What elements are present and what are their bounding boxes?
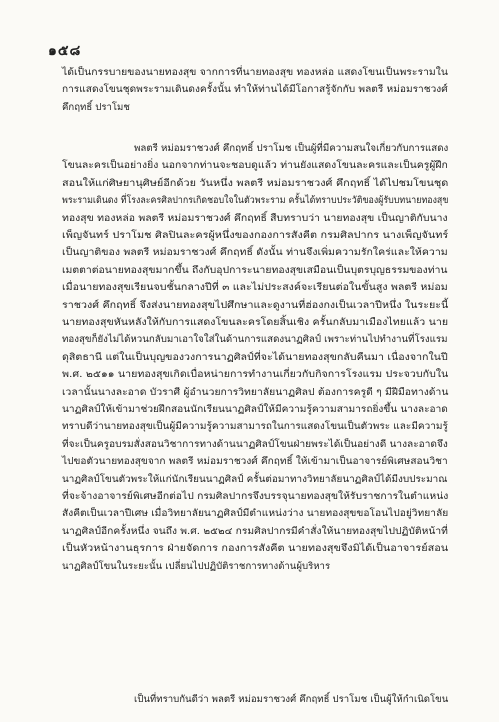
paragraph-2-line: ทองสุขก็ยังไม่ได้หวนกลับมาเอาใจใส่ในด้านการแสดงนาฏศิลป์ เพราะท่านไปทำงานที่โรงแรม: [62, 334, 448, 346]
paragraph-1-line: ได้เป็นกรรบายของนายทองสุข จากการที่นายทองสุข ทองหล่อ แสดงโขนเป็นพระรามใน: [62, 67, 448, 78]
paragraph-2-line: ที่จะเป็นครูอบรมสั่งสอนวิชาการทางด้านนาฏศิลป์โขนฝ่ายพระได้เป็นอย่างดี นางละอาดจึง: [62, 438, 448, 450]
paragraph-2-line: สังคีตเป็นเวลาปีเศษ เมื่อวิทยาลัยนาฏศิลป์มีตำแหน่งว่าง นายทองสุขขอโอนไปอยู่วิทยาลัย: [62, 508, 449, 520]
paragraph-2-line: ทองสุข ทองหล่อ พลตรี หม่อมราชวงศ์ คึกฤทธิ์ สืบทราบว่า นายทองสุข เป็นญาติกับนาง: [62, 212, 448, 224]
paragraph-2-line: ราชวงศ์ คึกฤทธิ์ จึงส่งนายทองสุขไปศึกษาและดูงานที่ฮ่องกงเป็นเวลาปีหนึ่ง ในระยะนี้: [62, 299, 449, 311]
paragraph-2-line: พ.ศ. ๒๕๑๑ นายทองสุขเกิดเบื่อหน่ายการทำงานเกี่ยวกับกิจการโรงแรม ประจวบกับใน: [62, 369, 449, 381]
paragraph-2-line: นาฏศิลป์ให้เข้ามาช่วยฝึกสอนนักเรียนนาฏศิลป์ให้มีความรู้ความสามารถยิ่งขึ้น นางละอาด: [62, 404, 448, 415]
paragraph-1-line: การแสดงโขนชุดพระรามเดินดงครั้งนั้น ทำให้ท่านได้มีโอกาสรู้จักกับ พลตรี หม่อมราชวงศ์: [62, 84, 448, 96]
paragraph-2-line: เวลานั้นนางละอาด บัวราศี ผู้อำนวยการวิทยาลัยนาฏศิลป ต้องการครูดี ๆ มีฝีมือทางด้าน: [62, 386, 449, 398]
paragraph-2-line: เป็นหัวหน้างานธุรการ ฝ่ายจัดการ กองการสังคีต นายทองสุขจึงมิได้เป็นอาจารย์สอน: [62, 543, 449, 555]
paragraph-1-line: คึกฤทธิ์ ปราโมช: [62, 101, 130, 113]
paragraph-2-line: เมื่อนายทองสุขเรียนจบชั้นกลางปีที่ ๓ และไม่ประสงค์จะเรียนต่อในขั้นสูง พลตรี หม่อม: [62, 282, 448, 294]
paragraph-2-line: ทราบดีว่านายทองสุขเป็นผู้มีความรู้ความสามารถในการแสดงโขนเป็นตัวพระ และมีความรู้: [62, 421, 448, 433]
paragraph-2-line: เป็นญาติของ พลตรี หม่อมราชวงศ์ คึกฤทธิ์ ดังนั้น ท่านจึงเพิ่มความรักใคร่และให้ความ: [62, 247, 448, 259]
page-number: ๑๕๘: [48, 43, 82, 59]
paragraph-2-line: สอนให้แก่ศิษยานุศิษย์อีกด้วย วันหนึ่ง พลตรี หม่อมราชวงศ์ คึกฤทธิ์ ได้ไปชมโขนชุด: [62, 177, 449, 189]
paragraph-2-line: นาฏศิลป์โขนในระยะนั้น เปลี่ยนไปปฏิบัติราชการทางด้านผู้บริหาร: [62, 560, 331, 572]
paragraph-2-line: นาฏศิลป์โขนตัวพระให้แก่นักเรียนนาฏศิลป์ ครั้นต่อมาทางวิทยาลัยนาฏศิลป์ได้มีงบประมาณ: [62, 473, 448, 485]
paragraph-2-line: ที่จะจ้างอาจารย์พิเศษอีกต่อไป กรมศิลปากรจึงบรรจุนายทองสุขให้รับราชการในตำแหน่ง: [62, 491, 449, 502]
paragraph-2-line: พระรามเดินดง ที่โรงละครศิลปากรเกิดชอบใจในตัวพระราม ครั้นได้ทราบประวัติของผู้รับบทนายทองสุข: [62, 195, 449, 207]
paragraph-2-line: ดุสิตธานี แต่ในเป็นบุญของวงการนาฏศิลป์ที่จะได้นายทองสุขกลับคืนมา เนื่องจากในปี: [62, 351, 448, 363]
paragraph-2-line: เมตตาต่อนายทองสุขมากขึ้น ถึงกับอุปการะนายทองสุขเสมือนเป็นบุตรบุญธรรมของท่าน: [62, 264, 448, 276]
paragraph-2-line: เพ็ญจันทร์ ปราโมช ศิลปินละครผู้หนึ่งของกองการสังคีต กรมศิลปากร นางเพ็ญจันทร์: [62, 230, 449, 241]
paragraph-3-line: เป็นที่ทราบกันดีว่า พลตรี หม่อมราชวงศ์ คึกฤทธิ์ ปราโมช เป็นผู้ให้กำเนิดโขน: [134, 694, 449, 705]
paragraph-2-line: นายทองสุขหันหลังให้กับการแสดงโขนละครโดยสิ้นเชิง ครั้นกลับมาเมืองไทยแล้ว นาย: [62, 317, 449, 328]
paragraph-2-line: โขนละครเป็นอย่างยิ่ง นอกจากท่านจะชอบดูแล้ว ท่านยังแสดงโขนละครและเป็นครูผู้ฝึก: [62, 160, 448, 172]
paragraph-2-line: นาฏศิลป์อีกครั้งหนึ่ง จนถึง พ.ศ. ๒๕๒๔ กรมศิลปากรมีคำสั่งให้นายทองสุขไปปฏิบัติหน้าที่: [62, 525, 448, 537]
paragraph-2-line: ไปขอตัวนายทองสุขจาก พลตรี หม่อมราชวงศ์ คึกฤทธิ์ ให้เข้ามาเป็นอาจารย์พิเศษสอนวิชา: [62, 456, 448, 468]
paragraph-2-line: พลตรี หม่อมราชวงศ์ คึกฤทธิ์ ปราโมช เป็นผู้ที่มีความสนใจเกี่ยวกับการแสดง: [134, 143, 449, 154]
